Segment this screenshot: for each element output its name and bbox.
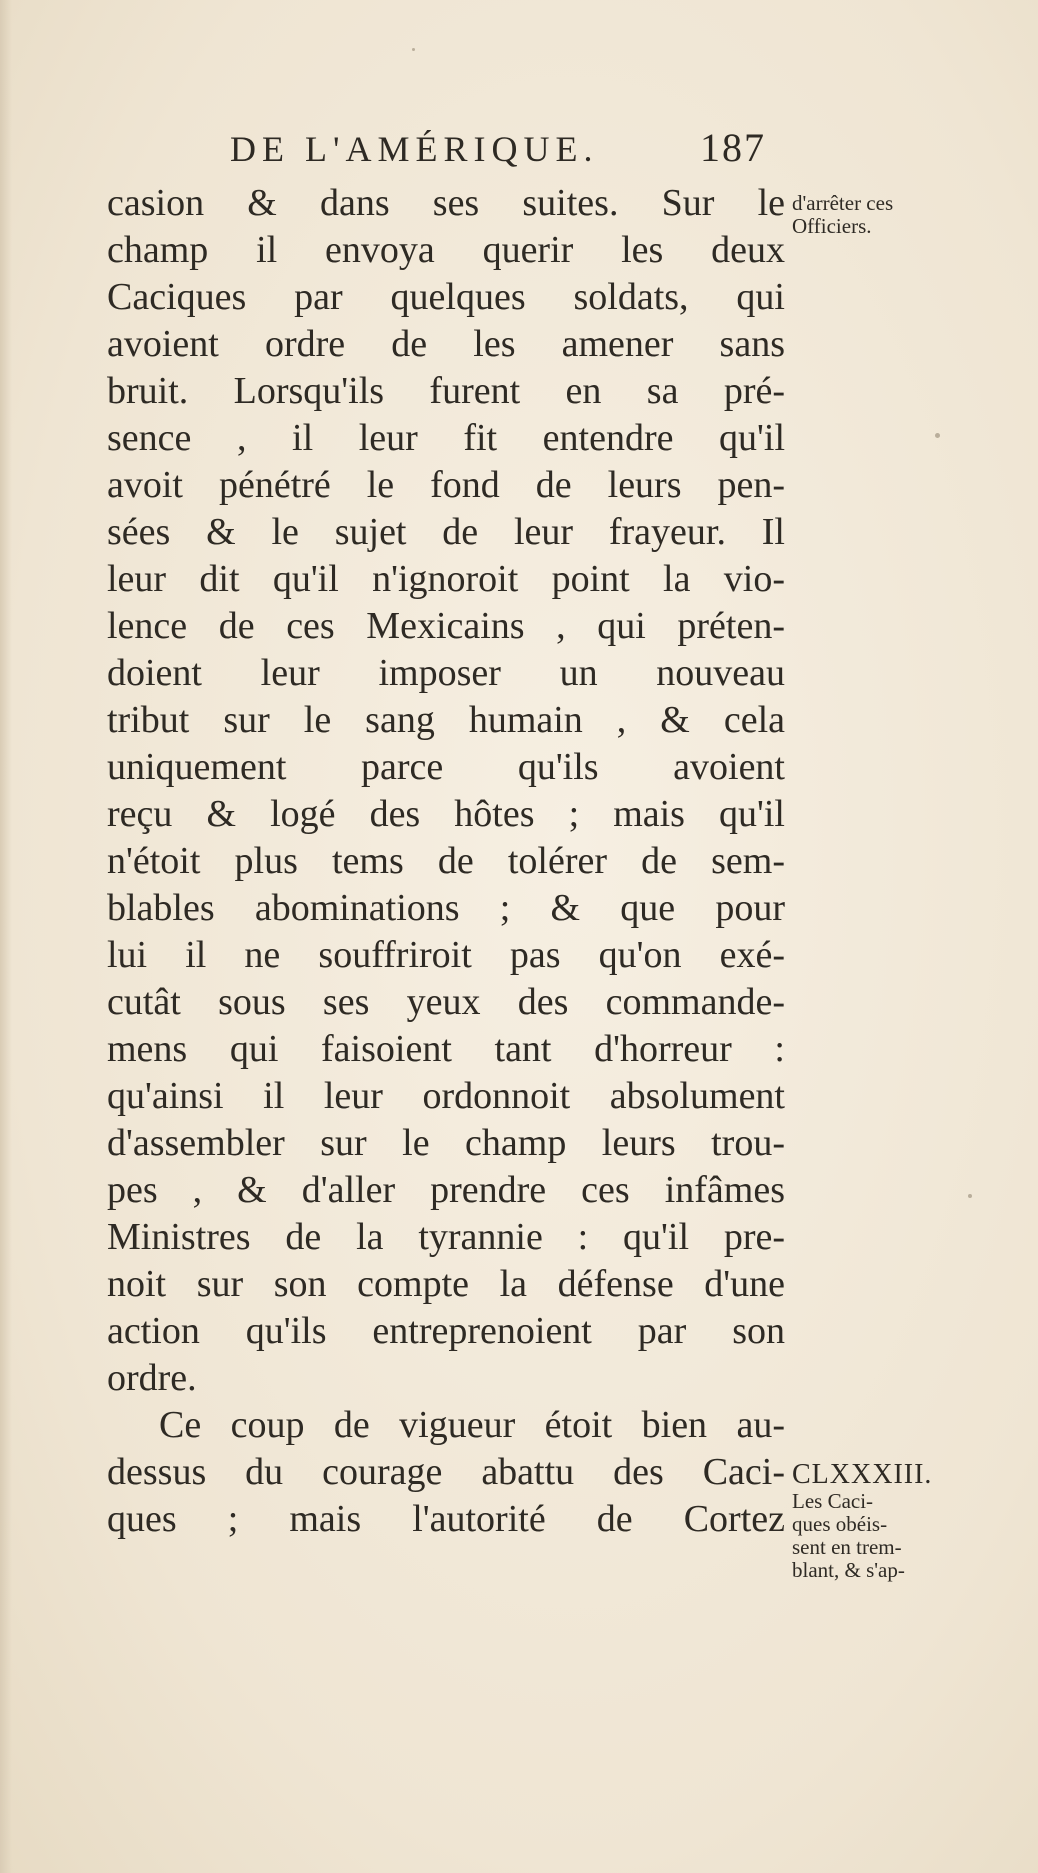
- margin-note-line: sent en trem-: [792, 1535, 902, 1559]
- text-line: dessus du courage abattu des Caci-: [107, 1451, 785, 1493]
- margin-note-line: d'arrêter ces: [792, 191, 894, 215]
- text-line: blables abominations ; & que pour: [107, 887, 785, 929]
- text-line: ordre.: [107, 1357, 197, 1399]
- text-line: mens qui faisoient tant d'horreur :: [107, 1028, 785, 1070]
- margin-note-line: Officiers.: [792, 214, 872, 238]
- text-line: lui il ne souffriroit pas qu'on exé-: [107, 934, 785, 976]
- text-line: d'assembler sur le champ leurs trou-: [107, 1122, 785, 1164]
- text-line: tribut sur le sang humain , & cela: [107, 699, 785, 741]
- text-line: Caciques par quelques soldats, qui: [107, 276, 785, 318]
- text-line: lence de ces Mexicains , qui préten-: [107, 605, 785, 647]
- text-line: bruit. Lorsqu'ils furent en sa pré-: [107, 370, 785, 412]
- page-edge-shadow: [0, 0, 12, 1873]
- text-line: uniquement parce qu'ils avoient: [107, 746, 785, 788]
- text-line: avoient ordre de les amener sans: [107, 323, 785, 365]
- margin-note-officers: [792, 192, 982, 238]
- margin-note-line: ques obéis-: [792, 1512, 888, 1536]
- margin-note-caciques: [792, 1460, 982, 1582]
- text-line: casion & dans ses suites. Sur le: [107, 182, 785, 224]
- text-line: avoit pénétré le fond de leurs pen-: [107, 464, 785, 506]
- text-line: sées & le sujet de leur frayeur. Il: [107, 511, 785, 553]
- text-line: sence , il leur fit entendre qu'il: [107, 417, 785, 459]
- margin-note-line: blant, & s'ap-: [792, 1558, 905, 1582]
- paper-speck: [935, 433, 940, 438]
- text-line: cutât sous ses yeux des commande-: [107, 981, 785, 1023]
- paper-speck: [412, 48, 415, 51]
- text-line: reçu & logé des hôtes ; mais qu'il: [107, 793, 785, 835]
- text-line: Ce coup de vigueur étoit bien au-: [159, 1404, 785, 1446]
- text-line: champ il envoya querir les deux: [107, 229, 785, 271]
- margin-note-line: Les Caci-: [792, 1489, 874, 1513]
- text-line: action qu'ils entreprenoient par son: [107, 1310, 785, 1352]
- text-line: n'étoit plus tems de tolérer de sem-: [107, 840, 785, 882]
- text-line: qu'ainsi il leur ordonnoit absolument: [107, 1075, 785, 1117]
- section-numeral: CLXXXIII.: [792, 1459, 933, 1490]
- text-line: noit sur son compte la défense d'une: [107, 1263, 785, 1305]
- text-line: ques ; mais l'autorité de Cortez: [107, 1498, 785, 1540]
- paper-speck: [968, 1194, 972, 1198]
- page-number: 187: [700, 125, 766, 170]
- text-line: pes , & d'aller prendre ces infâmes: [107, 1169, 785, 1211]
- running-head: DE L'AMÉRIQUE.: [230, 129, 599, 169]
- text-line: Ministres de la tyrannie : qu'il pre-: [107, 1216, 785, 1258]
- text-line: leur dit qu'il n'ignoroit point la vio-: [107, 558, 785, 600]
- body-text: [107, 180, 785, 1543]
- text-line: doient leur imposer un nouveau: [107, 652, 785, 694]
